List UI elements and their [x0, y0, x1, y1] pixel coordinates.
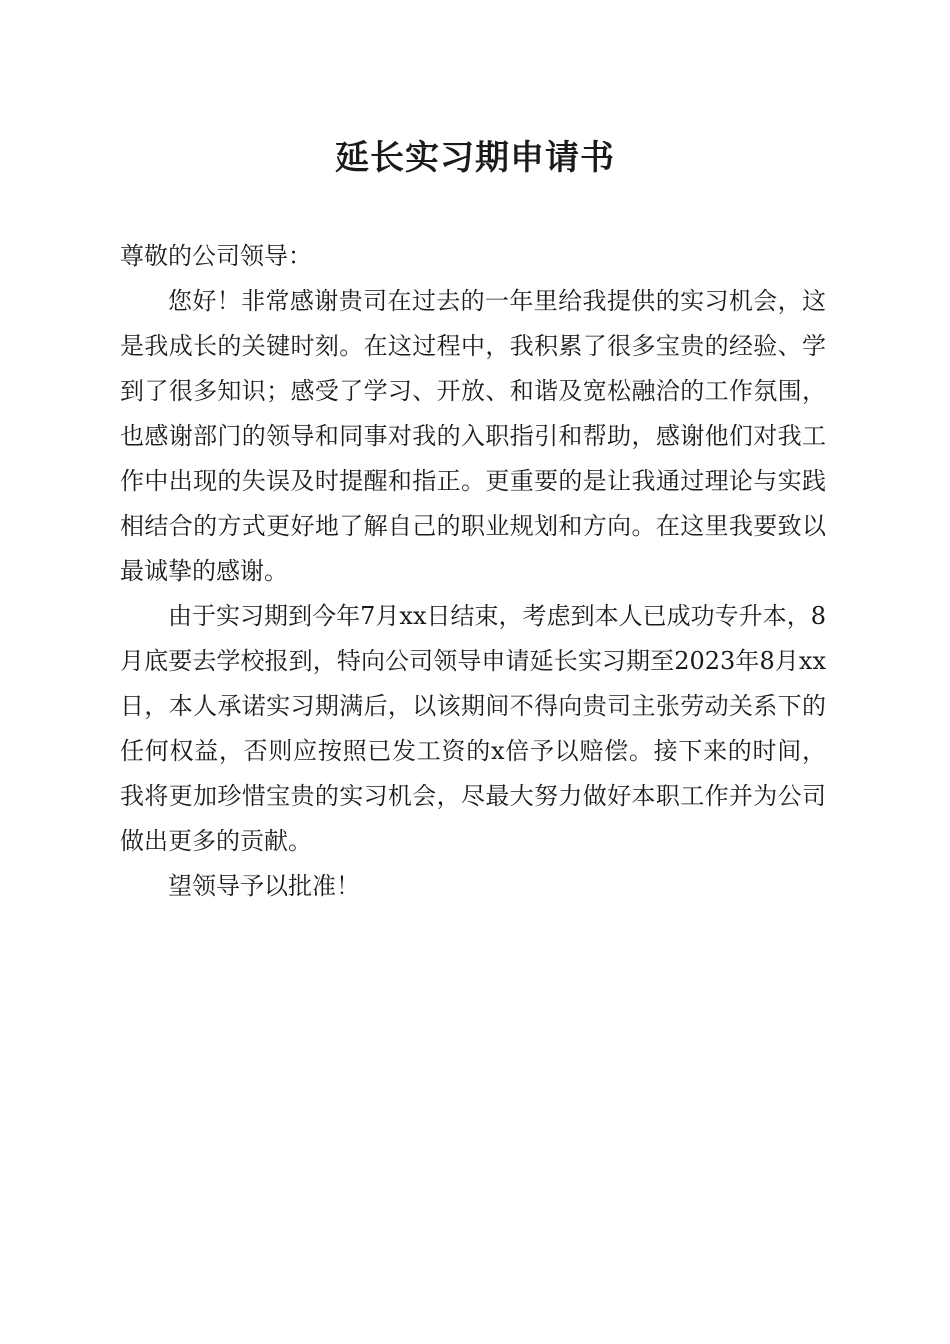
salutation: 尊敬的公司领导：: [120, 242, 312, 270]
paragraph-request: 由于实习期到今年7月xx日结束，考虑到本人已成功专升本，8月底要去学校报到，特向公司领导申请延长实习期至2023年8月xx日，本人承诺实习期满后，以该期间不得向贵司主张劳动关系下的任何权益，否则应按照已发工资的x倍予以赔偿。接下来的时间，我将更加珍惜宝贵的实习机会，尽最大努力做好本职工作并为公司做出更多的贡献。: [120, 602, 826, 855]
document-title: 延长实习期申请书: [335, 138, 615, 178]
paragraph-closing: 望领导予以批准！: [168, 872, 360, 900]
document-body: [120, 234, 826, 909]
paragraph-thanks: 您好！非常感谢贵司在过去的一年里给我提供的实习机会，这是我成长的关键时刻。在这过程中，我积累了很多宝贵的经验、学到了很多知识；感受了学习、开放、和谐及宽松融洽的工作氛围，也感谢部门的领导和同事对我的入职指引和帮助，感谢他们对我工作中出现的失误及时提醒和指正。更重要的是让我通过理论与实践相结合的方式更好地了解自己的职业规划和方向。在这里我要致以最诚挚的感谢。: [120, 287, 826, 585]
